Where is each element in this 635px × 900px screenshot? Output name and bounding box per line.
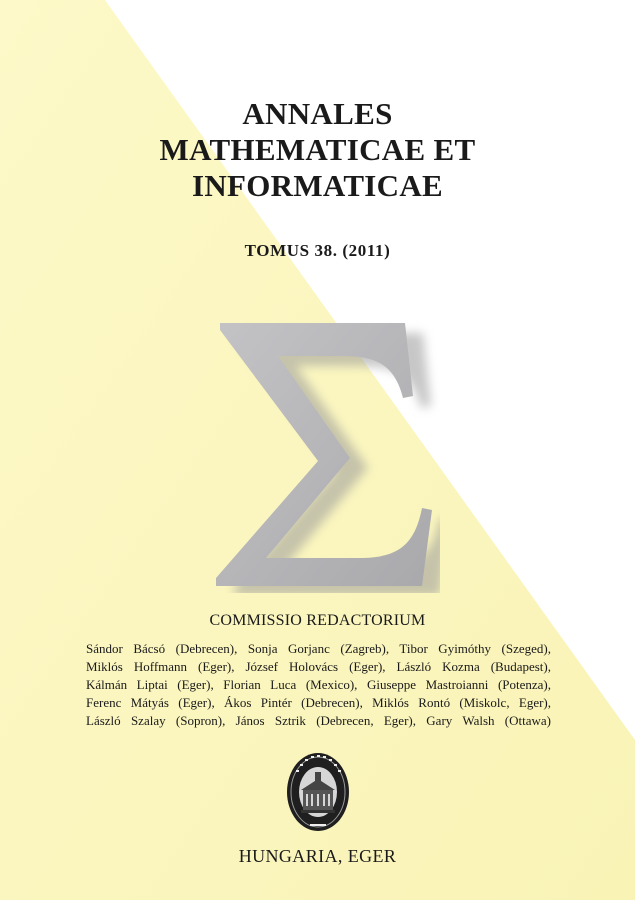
volume-label: TOMUS 38. (2011) [244, 241, 391, 260]
title-line-1: ANNALES [242, 96, 393, 131]
journal-title [0, 96, 635, 204]
college-seal-icon [286, 752, 350, 832]
editorial-board-heading: COMMISSIO REDACTORIUM [209, 612, 426, 629]
editor-line: László Szalay (Sopron), János Sztrik (Debrecen, Eger), Gary Walsh (Ottawa) [86, 713, 551, 728]
editor-line: Ferenc Mátyás (Eger), Ákos Pintér (Debrecen), Miklós Rontó (Miskolc, Eger), [86, 695, 551, 710]
publication-place: HUNGARIA, EGER [238, 846, 397, 866]
title-line-3: INFORMATICAE [191, 168, 444, 203]
editorial-board-list [86, 640, 551, 730]
editor-line: Sándor Bácsó (Debrecen), Sonja Gorjanc (Zagreb), Tibor Gyimóthy (Szeged), [86, 641, 551, 656]
editor-line: Miklós Hoffmann (Eger), József Holovács (Eger), László Kozma (Budapest), [86, 659, 551, 674]
editor-line: Kálmán Liptai (Eger), Florian Luca (Mexico), Giuseppe Mastroianni (Potenza), [86, 677, 551, 692]
sigma-icon [200, 318, 440, 593]
title-line-2: MATHEMATICAE ET [159, 132, 476, 167]
